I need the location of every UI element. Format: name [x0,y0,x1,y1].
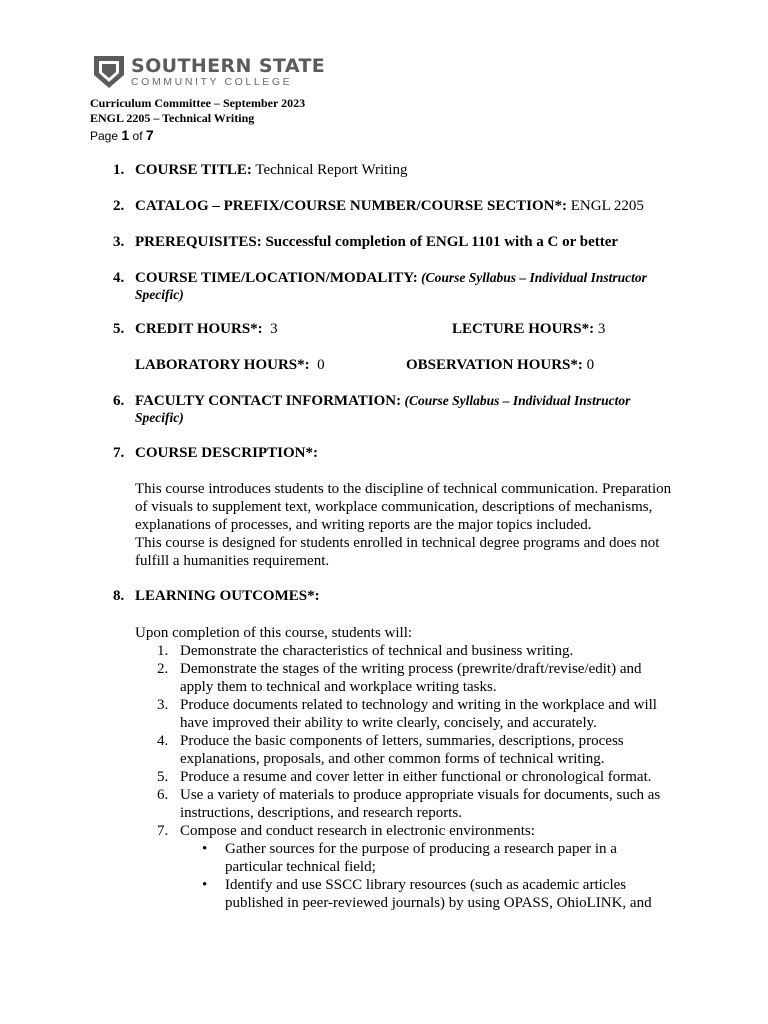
section-number: 4. [113,270,125,286]
list-item-text: apply them to technical and workplace writing tasks. [180,679,497,695]
lecture-hours-value: 3 [597,321,606,337]
section-number: 5. [113,321,125,337]
list-item [135,642,695,660]
outcomes-intro: Upon completion of this course, students will: [135,625,413,641]
list-item [135,768,695,786]
list-item-number: 4. [157,733,169,749]
page-current: 1 [121,127,130,143]
bullet-item [135,876,695,912]
description-line: This course is designed for students enrolled in technical degree programs and does not [135,535,660,551]
section-course-title [113,161,693,179]
bullet-text: published in peer-reviewed journals) by using OPASS, OhioLINK, and [225,895,652,911]
learning-outcomes-list [135,624,695,912]
list-item-text: Produce documents related to technology and writing in the workplace and will [180,697,657,713]
section-course-description [113,444,693,462]
section-prerequisites [113,233,693,251]
bullet-text: Gather sources for the purpose of producing a research paper in a [225,841,617,857]
observation-hours [406,356,594,374]
list-item-text: Produce the basic components of letters, summaries, descriptions, process [180,733,624,749]
list-item-text: explanations, proposals, and other common forms of technical writing. [180,751,605,767]
laboratory-hours-value: 0 [317,357,325,373]
description-line: This course introduces students to the discipline of technical communication. Preparation [135,481,672,497]
list-item-text: Demonstrate the characteristics of technical and business writing. [180,643,574,659]
section-note: (Course Syllabus – Individual Instructor [401,393,631,408]
page-indicator [90,127,154,144]
section-label: PREREQUISITES: Successful completion of ENGL 1101 with a C or better [135,234,619,250]
section-number: 8. [113,588,125,604]
section-number: 6. [113,393,125,409]
list-item-number: 2. [157,661,169,677]
list-item [135,822,695,840]
section-faculty-contact [113,392,693,426]
list-item-text: Demonstrate the stages of the writing process (prewrite/draft/revise/edit) and [180,661,642,677]
list-item-text: instructions, descriptions, and research reports. [180,805,463,821]
section-catalog [113,197,693,215]
bullet-text: particular technical field; [225,859,376,875]
section-value: ENGL 2205 [567,198,644,214]
list-item-number: 1. [157,643,169,659]
section-number: 7. [113,445,125,461]
section-course-time [113,269,693,303]
section-note-continued: Specific) [135,410,184,425]
observation-hours-value: 0 [586,357,595,373]
list-item-text: have improved their ability to write clearly, concisely, and accurately. [180,715,597,731]
ohio-shield-icon [93,55,125,89]
list-item-number: 3. [157,697,169,713]
observation-hours-label: OBSERVATION HOURS*: [406,357,583,373]
logo-subtitle: COMMUNITY COLLEGE [131,75,293,88]
laboratory-hours-label: LABORATORY HOURS*: [135,357,310,373]
section-label: LEARNING OUTCOMES*: [135,588,320,604]
lecture-hours-label: LECTURE HOURS*: [452,321,595,337]
section-value: Technical Report Writing [251,162,408,178]
description-line: explanations of processes, and writing reports are the major topics included. [135,517,592,533]
course-description-text [135,480,695,570]
page-total: 7 [145,127,154,143]
section-note: (Course Syllabus – Individual Instructor [417,270,647,285]
laboratory-hours [135,356,325,374]
section-number: 1. [113,162,125,178]
section-label: COURSE DESCRIPTION*: [135,445,318,461]
list-item [135,660,695,696]
lecture-hours [452,320,605,338]
description-line: of visuals to supplement text, workplace communication, descriptions of mechanisms, [135,499,653,515]
list-item-text: Produce a resume and cover letter in either functional or chronological format. [180,769,652,785]
section-label: CATALOG – PREFIX/COURSE NUMBER/COURSE SECTION*: [135,198,567,214]
section-label: COURSE TIME/LOCATION/MODALITY: [135,270,418,286]
bullet-icon: • [202,877,208,893]
page-label: Page [90,129,119,143]
section-number: 2. [113,198,125,214]
list-item-number: 5. [157,769,169,785]
section-learning-outcomes [113,587,693,605]
credit-hours-value: 3 [270,321,278,337]
section-label: FACULTY CONTACT INFORMATION: [135,393,402,409]
credit-hours [135,320,278,338]
list-item [135,696,695,732]
description-line: fulfill a humanities requirement. [135,553,330,569]
logo-name: SOUTHERN STATE [131,54,326,77]
header-committee: Curriculum Committee – September 2023 [90,96,306,110]
college-logo [93,55,325,89]
list-item [135,786,695,822]
list-item-number: 7. [157,823,169,839]
bullet-icon: • [202,841,208,857]
list-item [135,732,695,768]
bullet-item [135,840,695,876]
header-course: ENGL 2205 – Technical Writing [90,111,255,125]
credit-hours-label: CREDIT HOURS*: [135,321,263,337]
section-label: COURSE TITLE: [135,162,252,178]
section-number: 3. [113,234,125,250]
list-item-number: 6. [157,787,169,803]
list-item-text: Compose and conduct research in electronic environments: [180,823,535,839]
list-item-text: Use a variety of materials to produce appropriate visuals for documents, such as [180,787,661,803]
page-of: of [132,129,143,143]
section-note-continued: Specific) [135,287,184,302]
bullet-text: Identify and use SSCC library resources (such as academic articles [225,877,627,893]
